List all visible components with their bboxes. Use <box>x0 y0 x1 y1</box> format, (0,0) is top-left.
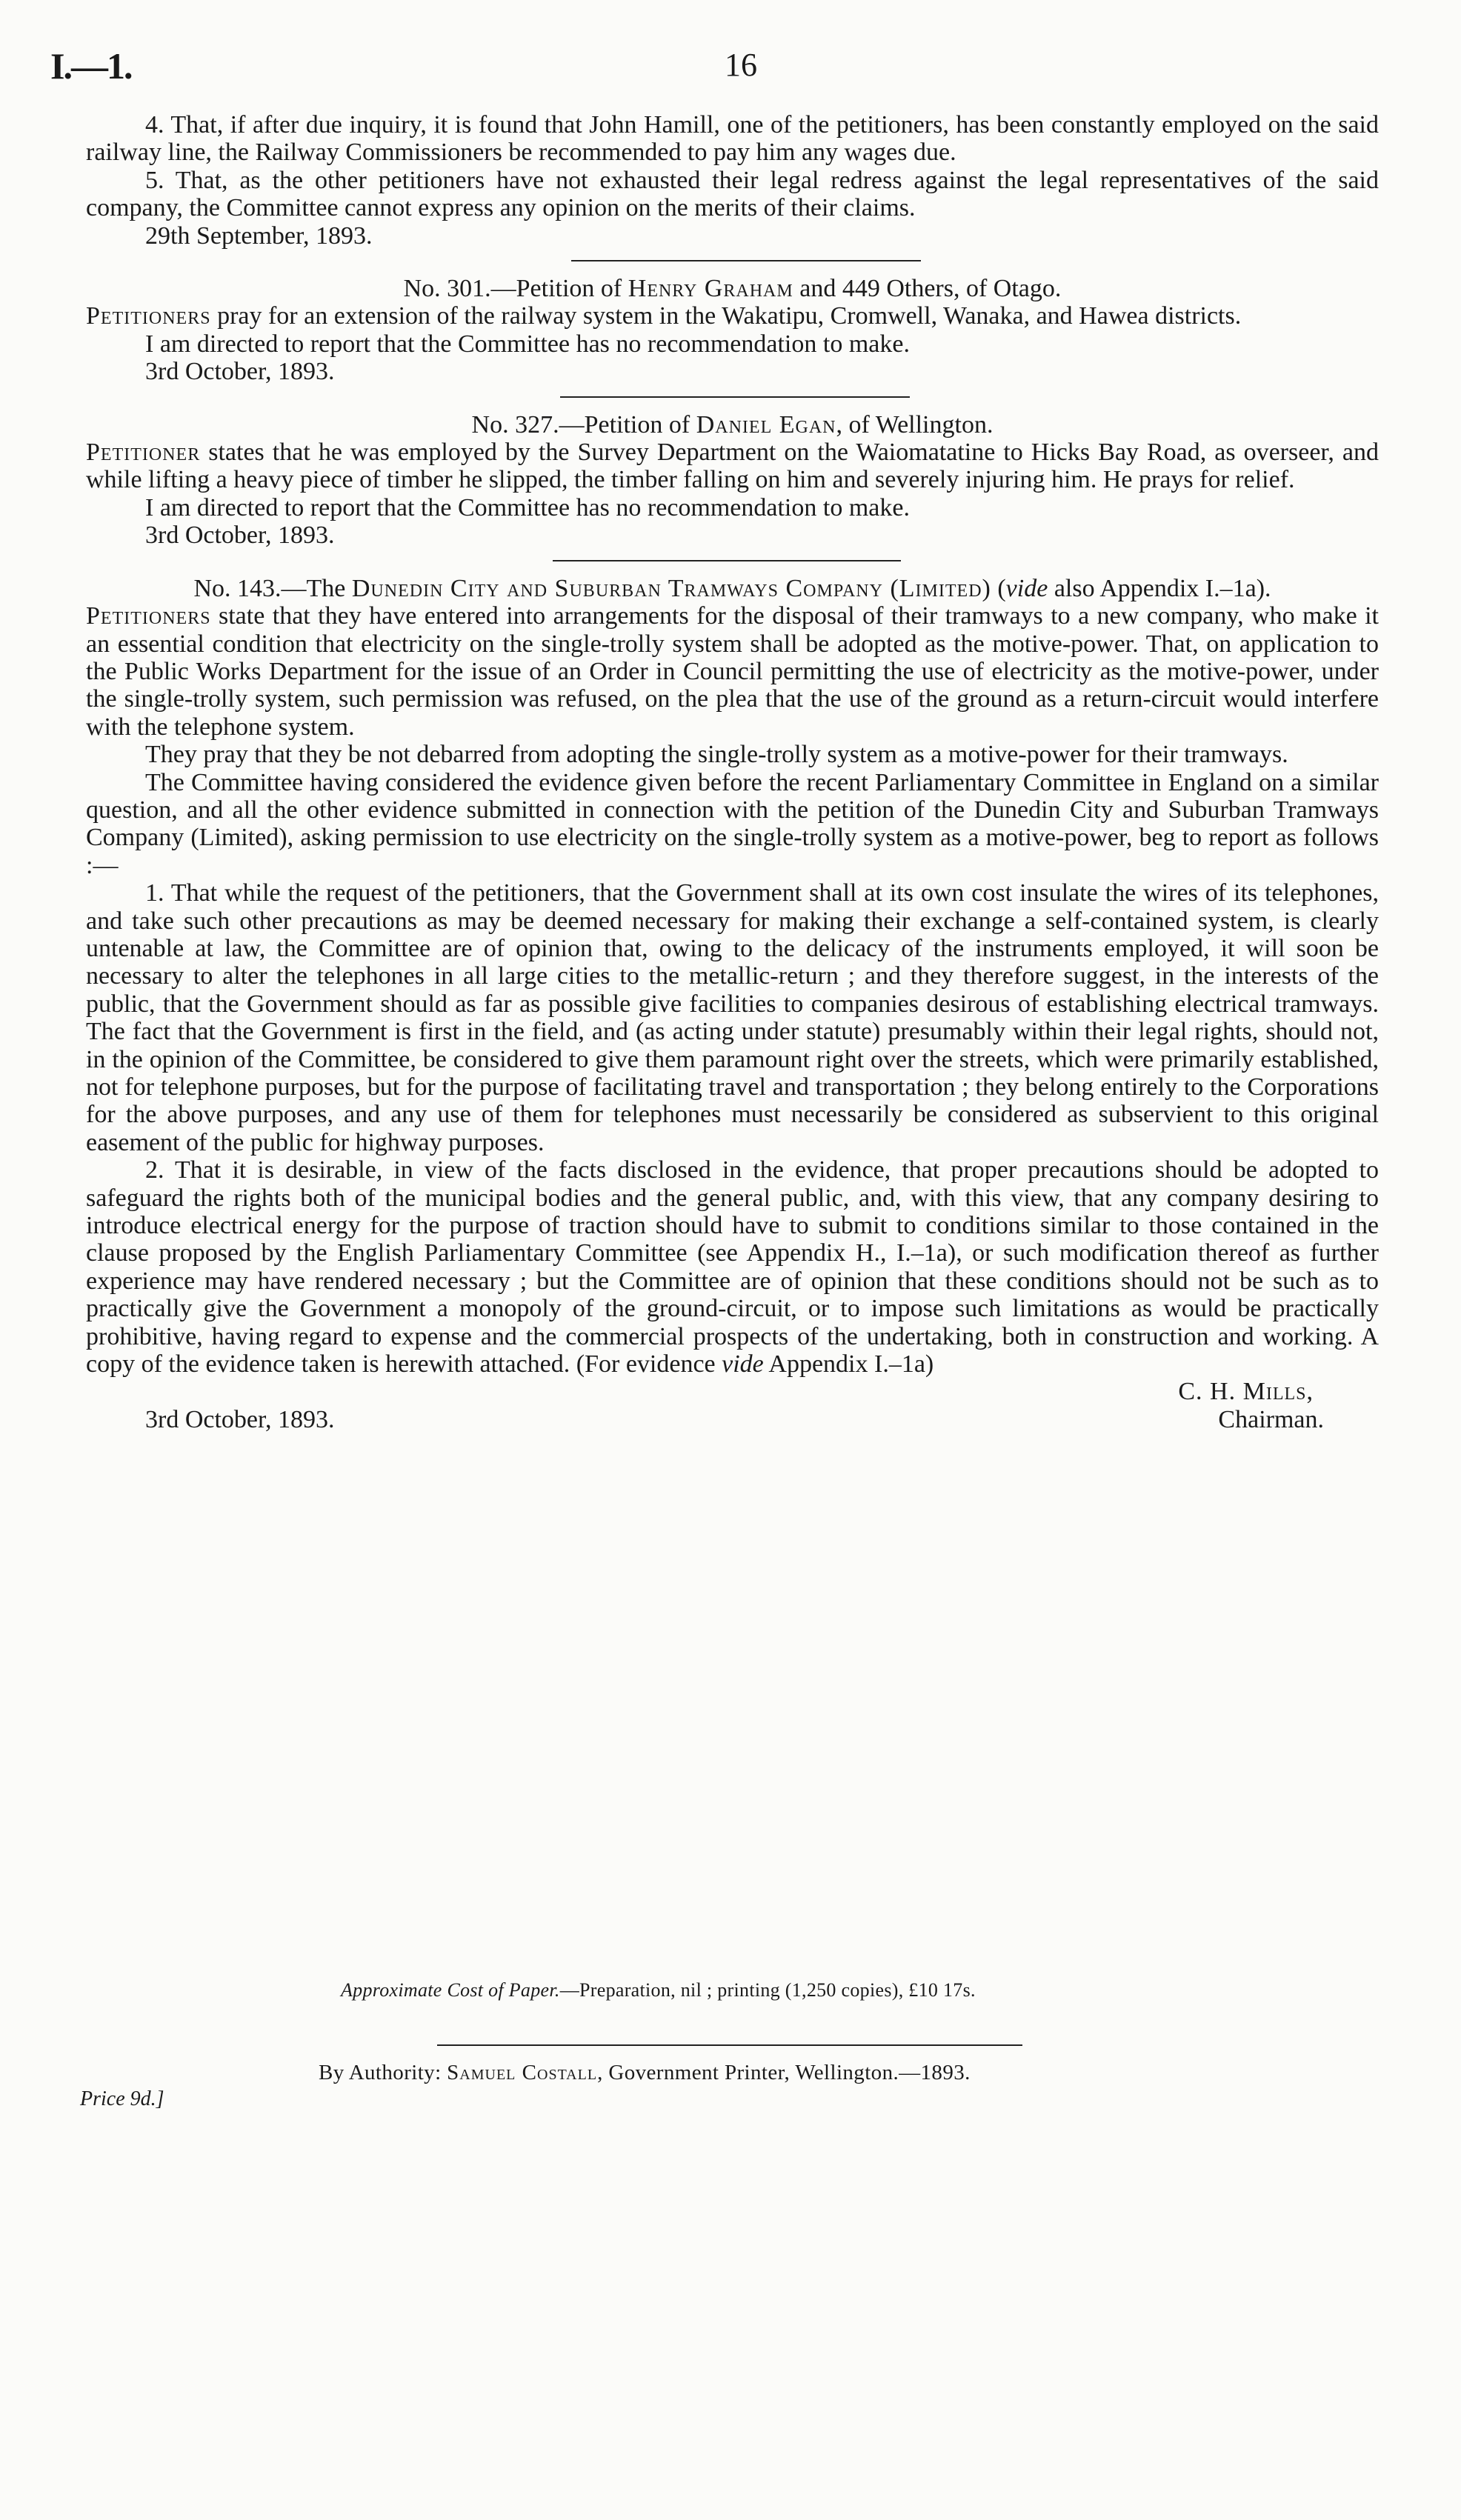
printer-authority: By Authority: Samuel Costall, Government Printer, Wellington.—1893. <box>319 2061 971 2084</box>
petition-143-prayer: They pray that they be not debarred from adopting the single-trolly system as a motive-power for their tramways. <box>145 741 1288 769</box>
cost-note: Approximate Cost of Paper.—Preparation, nil ; printing (1,250 copies), £10 17s. <box>341 1979 976 2001</box>
petition-143-text: Petitioners state that they have entered into arrangements for the disposal of their tramways to a new company, who make it an essential condition that electricity on the single-trolly system shall be adopted as the motive-power. That, on application to the Public Works Department for the issue of an Order in Council permitting the use of electricity as the motive-power, under the single-trolly system, such permission was refused, on the plea that the use of the ground as a return-circuit would interfere with the telephone system. <box>86 602 1379 741</box>
committee-finding-2: 2. That it is desirable, in view of the facts disclosed in the evidence, that proper precautions should be adopted to safeguard the rights both of the municipal bodies and the general public, and, with this view, that any company desiring to introduce electrical energy for the purpose of traction should have to submit to conditions similar to those contained in the clause proposed by the English Parliamentary Committee (see Appendix H., I.–1a), or such modification thereof as further experience may have rendered necessary ; but the Committee are of opinion that these conditions should not be such as to practically give the Government a monopoly of the ground-circuit, or to impose such limitations as would be practically prohibitive, having regard to expense and the commercial prospects of the undertaking, both in construction and working. A copy of the evidence taken is herewith attached. (For evidence vide Appendix I.–1a) <box>86 1156 1379 1379</box>
paragraph-5: 5. That, as the other petitioners have not exhausted their legal redress against the legal representatives of the said company, the Committee cannot express any opinion on the merits of their claims. <box>86 166 1379 222</box>
section-divider <box>571 260 921 261</box>
petition-143-heading: No. 143.—The Dunedin City and Suburban Tramways Company (Limited) (vide also Appendix I.–1a). <box>193 574 1271 602</box>
petition-301-report: I am directed to report that the Committee has no recommendation to make. <box>145 330 910 358</box>
petition-301-text: Petitioners pray for an extension of the railway system in the Wakatipu, Cromwell, Wanaka, and Hawea districts. <box>86 302 1242 330</box>
petition-301-heading: No. 301.—Petition of Henry Graham and 449 Others, of Otago. <box>403 275 1062 303</box>
signature-date: 3rd October, 1893. <box>145 1406 335 1434</box>
signature-role: Chairman. <box>1218 1406 1324 1434</box>
paragraph-4: 4. That, if after due inquiry, it is found that John Hamill, one of the petitioners, has been constantly employed on the said railway line, the Railway Commissioners be recommended to pay him any wages due. <box>86 111 1379 167</box>
section-divider <box>560 396 910 398</box>
petition-327-heading: No. 327.—Petition of Daniel Egan, of Wellington. <box>471 410 994 439</box>
committee-finding-1: 1. That while the request of the petitioners, that the Government shall at its own cost insulate the wires of its telephones, and take such other precautions as may be deemed necessary for making their exchange a self-contained system, is clearly untenable at law, the Committee are of opinion that, owing to the delicacy of the instruments employed, it will soon be necessary to alter the telephones in all large cities to the metallic-return ; and they therefore suggest, in the interests of the public, that the Government should as far as possible give facilities to companies desirous of establishing electrical tramways. The fact that the Government is first in the field, and (as acting under statute) presumably within their legal rights, should not, in the opinion of the Committee, be considered to give them paramount right over the streets, which were primarily established, not for telephone purposes, but for the purpose of facilitating travel and transportation ; they belong entirely to the Corporations for the above purposes, and any use of them for telephones must necessarily be considered as subservient to this original easement of the public for highway purposes. <box>86 879 1379 1156</box>
page-number: 16 <box>725 47 757 83</box>
committee-preamble: The Committee having considered the evidence given before the recent Parliamentary Committee in England on a similar question, and all the other evidence submitted in connection with the petition of the Dunedin City and Suburban Tramways Company (Limited), asking permission to use electricity on the single-trolly system as a motive-power, beg to report as follows :— <box>86 768 1379 879</box>
footer-divider <box>437 2044 1022 2046</box>
document-code: I.—1. <box>50 45 132 87</box>
petition-301-date: 3rd October, 1893. <box>145 358 335 386</box>
signature-name: C. H. Mills, <box>1178 1378 1314 1406</box>
petition-327-date: 3rd October, 1893. <box>145 521 335 550</box>
intro-date: 29th September, 1893. <box>145 221 373 250</box>
petition-327-report: I am directed to report that the Committee has no recommendation to make. <box>145 493 910 521</box>
price-note: Price 9d.] <box>80 2087 164 2110</box>
petition-327-text: Petitioner states that he was employed by the Survey Department on the Waiomatatine to Hicks Bay Road, as overseer, and while lifting a heavy piece of timber he slipped, the timber falling on him and severely injuring him. He prays for relief. <box>86 439 1379 494</box>
signature-block <box>86 1378 1379 1434</box>
section-divider <box>553 560 901 561</box>
document-body <box>86 111 1379 1434</box>
